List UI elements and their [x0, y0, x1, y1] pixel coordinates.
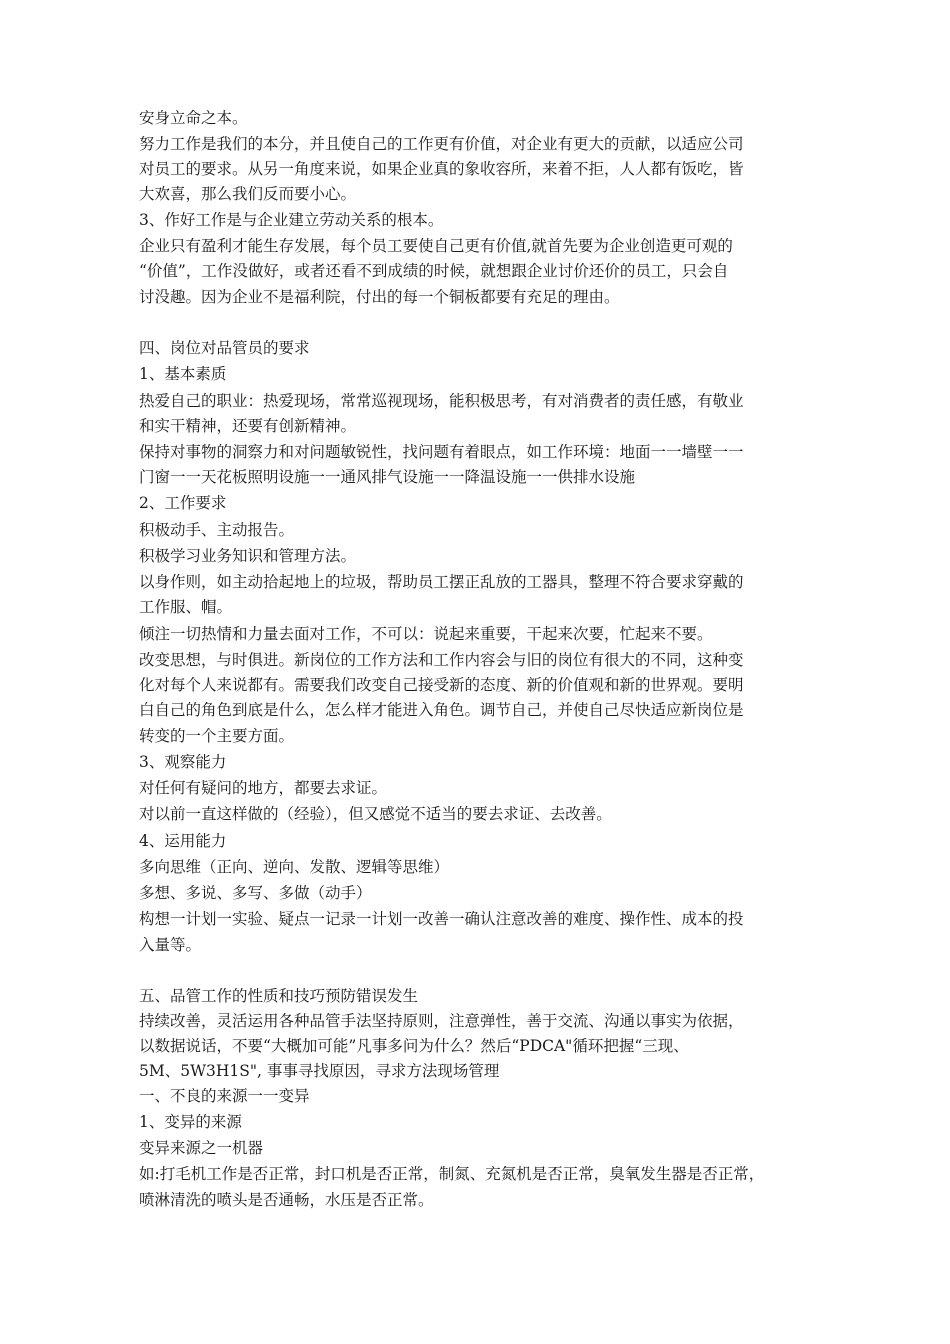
text-line: 大欢喜，那么我们反而要小心。: [139, 185, 357, 203]
text-line: 积极动手、主动报告。: [139, 521, 295, 539]
text-line: 对员工的要求。从另一角度来说，如果企业真的象收容所，来着不拒，人人都有饭吃，皆: [139, 160, 744, 178]
section-heading: 1、变异的来源: [139, 1113, 242, 1131]
section-heading: 3、作好工作是与企业建立劳动关系的根本。: [139, 211, 444, 229]
text-line: 安身立命之本。: [139, 109, 248, 127]
text-line: 工作服、帽。: [139, 598, 233, 616]
text-line: 和实干精神，还要有创新精神。: [139, 417, 357, 435]
section-heading: 4、运用能力: [139, 832, 227, 850]
text-line: 倾注一切热情和力量去面对工作，不可以：说起来重要，干起来次要，忙起来不要。: [139, 625, 713, 643]
text-line: 如:打毛机工作是否正常，封口机是否正常，制氮、充氮机是否正常，臭氧发生器是否正常，: [139, 1165, 765, 1183]
text-line: 企业只有盈利才能生存发展，每个员工要使自己更有价值,就首先要为企业创造更可观的: [139, 237, 733, 255]
section-heading: 1、基本素质: [139, 365, 227, 383]
text-line: 热爱自己的职业：热爱现场，常常巡视现场，能积极思考，有对消费者的责任感，有敬业: [139, 392, 744, 410]
text-line: 多向思维（正向、逆向、发散、逻辑等思维）: [139, 858, 450, 876]
text-line: 以数据说话，不要“大概加可能”凡事多问为什么？然后“PDCA"循环把握“三现、: [139, 1037, 689, 1055]
text-line: 变异来源之一机器: [139, 1139, 264, 1157]
text-line: 5M、5W3H1S", 事事寻找原因，寻求方法现场管理: [139, 1062, 500, 1080]
text-line: 多想、多说、多写、多做（动手）: [139, 884, 372, 902]
chapter-heading: 四、岗位对品管员的要求: [139, 339, 310, 357]
section-heading: 一、不良的来源一一变异: [139, 1087, 310, 1105]
text-line: 转变的一个主要方面。: [139, 727, 295, 745]
text-line: 构想一计划一实验、疑点一记录一计划一改善一确认注意改善的难度、操作性、成本的投: [139, 910, 744, 928]
text-line: 门窗一一天花板照明设施一一通风排气设施一一降温设施一一供排水设施: [139, 468, 636, 486]
section-heading: 3、观察能力: [139, 753, 227, 771]
text-line: 保持对事物的洞察力和对问题敏锐性，找问题有着眼点，如工作环境：地面一一墙壁一一: [139, 443, 744, 461]
text-line: 讨没趣。因为企业不是福利院，付出的每一个铜板都要有充足的理由。: [139, 288, 620, 306]
text-line: 入量等。: [139, 936, 202, 954]
section-heading: 2、工作要求: [139, 494, 227, 512]
chapter-heading: 五、品管工作的性质和技巧预防错误发生: [139, 987, 419, 1005]
text-line: 对以前一直这样做的（经验），但又感觉不适当的要去求证、去改善。: [139, 805, 612, 823]
text-line: “价值”，工作没做好，或者还看不到成绩的时候，就想跟企业讨价还价的员工，只会自: [139, 262, 729, 280]
text-line: 白自己的角色到底是什么，怎么样才能进入角色。调节自己，并使自己尽快适应新岗位是: [139, 701, 744, 719]
text-line: 对任何有疑问的地方，都要去求证。: [139, 779, 388, 797]
text-line: 以身作则，如主动拾起地上的垃圾，帮助员工摆正乱放的工器具，整理不符合要求穿戴的: [139, 573, 744, 591]
text-line: 改变思想，与时俱进。新岗位的工作方法和工作内容会与旧的岗位有很大的不同，这种变: [139, 651, 744, 669]
text-line: 持续改善，灵活运用各种品管手法坚持原则，注意弹性，善于交流、沟通以事实为依据，: [139, 1012, 744, 1030]
text-line: 积极学习业务知识和管理方法。: [139, 547, 357, 565]
text-line: 化对每个人来说都有。需要我们改变自己接受新的态度、新的价值观和新的世界观。要明: [139, 676, 744, 694]
text-line: 努力工作是我们的本分，并且使自己的工作更有价值，对企业有更大的贡献，以适应公司: [139, 135, 744, 153]
text-line: 喷淋清洗的喷头是否通畅，水压是否正常。: [139, 1191, 434, 1209]
